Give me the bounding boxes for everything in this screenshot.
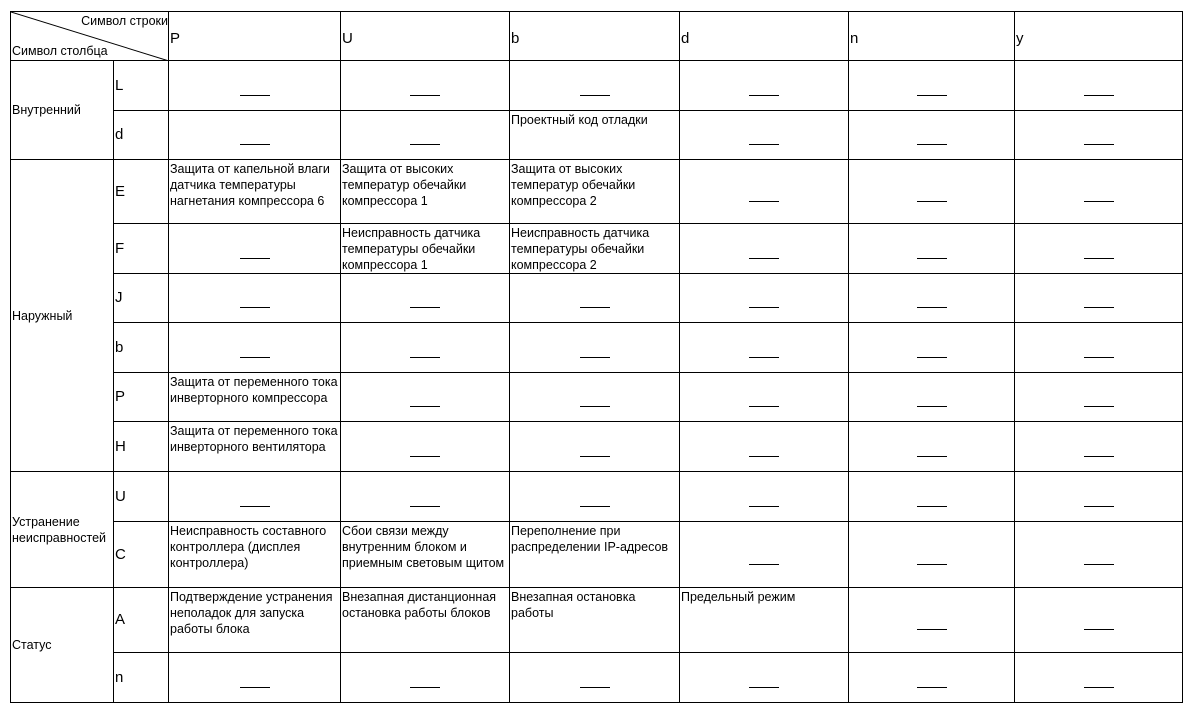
dash-mark (917, 258, 947, 259)
empty-cell (341, 422, 510, 472)
dash-mark (1084, 506, 1114, 507)
dash-mark (749, 456, 779, 457)
table-row (11, 472, 1183, 522)
empty-cell (849, 224, 1015, 274)
dash-mark (1084, 456, 1114, 457)
empty-cell (680, 61, 849, 111)
empty-cell (1015, 323, 1183, 373)
code-description: Неисправность составного контроллера (дисплея контроллера) (169, 522, 341, 588)
table-row (11, 373, 1183, 422)
dash-mark (240, 307, 270, 308)
empty-cell (510, 61, 680, 111)
dash-mark (1084, 564, 1114, 565)
dash-mark (410, 687, 440, 688)
column-header-d: d (680, 12, 849, 61)
code-description: Защита от переменного тока инверторного вентилятора (169, 422, 341, 472)
empty-cell (849, 111, 1015, 160)
empty-cell (341, 111, 510, 160)
dash-mark (749, 95, 779, 96)
empty-cell (341, 274, 510, 323)
code-description: Защита от высоких температур обечайки компрессора 2 (510, 160, 680, 224)
row-symbol-label: Символ строки (81, 14, 168, 28)
code-description: Внезапная дистанционная остановка работы блоков (341, 588, 510, 653)
empty-cell (341, 653, 510, 703)
dash-mark (917, 564, 947, 565)
empty-cell (341, 323, 510, 373)
empty-cell (849, 472, 1015, 522)
dash-mark (749, 307, 779, 308)
column-header-n: n (849, 12, 1015, 61)
internal-section-label: Внутренний (11, 61, 114, 160)
code-description: Внезапная остановка работы (510, 588, 680, 653)
dash-mark (1084, 95, 1114, 96)
row-symbol: J (114, 274, 169, 323)
dash-mark (410, 307, 440, 308)
dash-mark (749, 506, 779, 507)
row-symbol: U (114, 472, 169, 522)
empty-cell (680, 111, 849, 160)
empty-cell (680, 160, 849, 224)
code-description: Проектный код отладки (510, 111, 680, 160)
table-row (11, 160, 1183, 224)
code-description: Подтверждение устранения неполадок для запуска работы блока (169, 588, 341, 653)
dash-mark (749, 357, 779, 358)
dash-mark (580, 456, 610, 457)
empty-cell (169, 224, 341, 274)
header-row (11, 12, 1183, 61)
dash-mark (240, 144, 270, 145)
row-symbol: A (114, 588, 169, 653)
empty-cell (849, 373, 1015, 422)
empty-cell (1015, 224, 1183, 274)
empty-cell (169, 61, 341, 111)
empty-cell (849, 653, 1015, 703)
empty-cell (680, 323, 849, 373)
dash-mark (240, 687, 270, 688)
troubleshooting-section-label: Устранение неисправностей (11, 472, 114, 588)
empty-cell (1015, 653, 1183, 703)
dash-mark (1084, 629, 1114, 630)
dash-mark (917, 307, 947, 308)
empty-cell (680, 522, 849, 588)
dash-mark (240, 95, 270, 96)
row-symbol: L (114, 61, 169, 111)
table-row (11, 61, 1183, 111)
table-row (11, 323, 1183, 373)
empty-cell (1015, 522, 1183, 588)
code-description: Сбои связи между внутренним блоком и приемным световым щитом (341, 522, 510, 588)
table-row (11, 274, 1183, 323)
row-symbol: d (114, 111, 169, 160)
empty-cell (1015, 373, 1183, 422)
empty-cell (169, 111, 341, 160)
dash-mark (1084, 406, 1114, 407)
table-row (11, 422, 1183, 472)
empty-cell (510, 323, 680, 373)
dash-mark (580, 506, 610, 507)
dash-mark (917, 201, 947, 202)
dash-mark (240, 357, 270, 358)
dash-mark (410, 456, 440, 457)
empty-cell (341, 61, 510, 111)
dash-mark (1084, 201, 1114, 202)
empty-cell (849, 422, 1015, 472)
dash-mark (410, 406, 440, 407)
dash-mark (749, 406, 779, 407)
empty-cell (510, 422, 680, 472)
code-description: Переполнение при распределении IP-адресов (510, 522, 680, 588)
column-symbol-label: Символ столбца (12, 44, 108, 58)
empty-cell (169, 274, 341, 323)
dash-mark (917, 629, 947, 630)
empty-cell (510, 653, 680, 703)
dash-mark (1084, 687, 1114, 688)
empty-cell (680, 472, 849, 522)
column-header-y: y (1015, 12, 1183, 61)
dash-mark (749, 564, 779, 565)
dash-mark (917, 687, 947, 688)
empty-cell (341, 373, 510, 422)
dash-mark (410, 95, 440, 96)
code-description: Неисправность датчика температуры обечайки компрессора 2 (510, 224, 680, 274)
dash-mark (1084, 144, 1114, 145)
dash-mark (917, 95, 947, 96)
row-symbol: P (114, 373, 169, 422)
code-description: Защита от переменного тока инверторного компрессора (169, 373, 341, 422)
dash-mark (240, 506, 270, 507)
dash-mark (410, 357, 440, 358)
empty-cell (341, 472, 510, 522)
dash-mark (917, 357, 947, 358)
empty-cell (1015, 111, 1183, 160)
dash-mark (917, 144, 947, 145)
empty-cell (1015, 61, 1183, 111)
code-description: Защита от высоких температур обечайки компрессора 1 (341, 160, 510, 224)
row-symbol: F (114, 224, 169, 274)
row-symbol: n (114, 653, 169, 703)
dash-mark (917, 406, 947, 407)
empty-cell (510, 274, 680, 323)
dash-mark (410, 506, 440, 507)
code-description: Защита от капельной влаги датчика температуры нагнетания компрессора 6 (169, 160, 341, 224)
empty-cell (680, 653, 849, 703)
empty-cell (849, 160, 1015, 224)
empty-cell (680, 373, 849, 422)
empty-cell (849, 274, 1015, 323)
empty-cell (510, 373, 680, 422)
empty-cell (849, 323, 1015, 373)
dash-mark (749, 201, 779, 202)
table-row (11, 653, 1183, 703)
row-symbol: E (114, 160, 169, 224)
dash-mark (1084, 258, 1114, 259)
empty-cell (849, 588, 1015, 653)
dash-mark (749, 144, 779, 145)
empty-cell (849, 61, 1015, 111)
table-row (11, 111, 1183, 160)
dash-mark (749, 687, 779, 688)
column-header-P: P (169, 12, 341, 61)
code-description: Предельный режим (680, 588, 849, 653)
code-description: Неисправность датчика температуры обечайки компрессора 1 (341, 224, 510, 274)
dash-mark (580, 95, 610, 96)
empty-cell (1015, 422, 1183, 472)
empty-cell (1015, 472, 1183, 522)
empty-cell (169, 653, 341, 703)
diagonal-header-cell (11, 12, 169, 61)
error-code-table (10, 11, 1183, 703)
status-section-label: Статус (11, 588, 114, 703)
empty-cell (169, 323, 341, 373)
dash-mark (1084, 307, 1114, 308)
dash-mark (410, 144, 440, 145)
empty-cell (169, 472, 341, 522)
row-symbol: H (114, 422, 169, 472)
dash-mark (240, 258, 270, 259)
row-symbol: C (114, 522, 169, 588)
empty-cell (1015, 274, 1183, 323)
empty-cell (510, 472, 680, 522)
empty-cell (680, 274, 849, 323)
document-page (10, 11, 1183, 703)
column-header-b: b (510, 12, 680, 61)
empty-cell (680, 224, 849, 274)
empty-cell (680, 422, 849, 472)
dash-mark (917, 456, 947, 457)
empty-cell (849, 522, 1015, 588)
dash-mark (1084, 357, 1114, 358)
table-row (11, 522, 1183, 588)
dash-mark (580, 357, 610, 358)
empty-cell (1015, 160, 1183, 224)
empty-cell (1015, 588, 1183, 653)
outdoor-section-label: Наружный (11, 160, 114, 472)
dash-mark (580, 406, 610, 407)
table-row (11, 224, 1183, 274)
table-row (11, 588, 1183, 653)
dash-mark (580, 307, 610, 308)
row-symbol: b (114, 323, 169, 373)
dash-mark (580, 687, 610, 688)
dash-mark (749, 258, 779, 259)
column-header-U: U (341, 12, 510, 61)
dash-mark (917, 506, 947, 507)
